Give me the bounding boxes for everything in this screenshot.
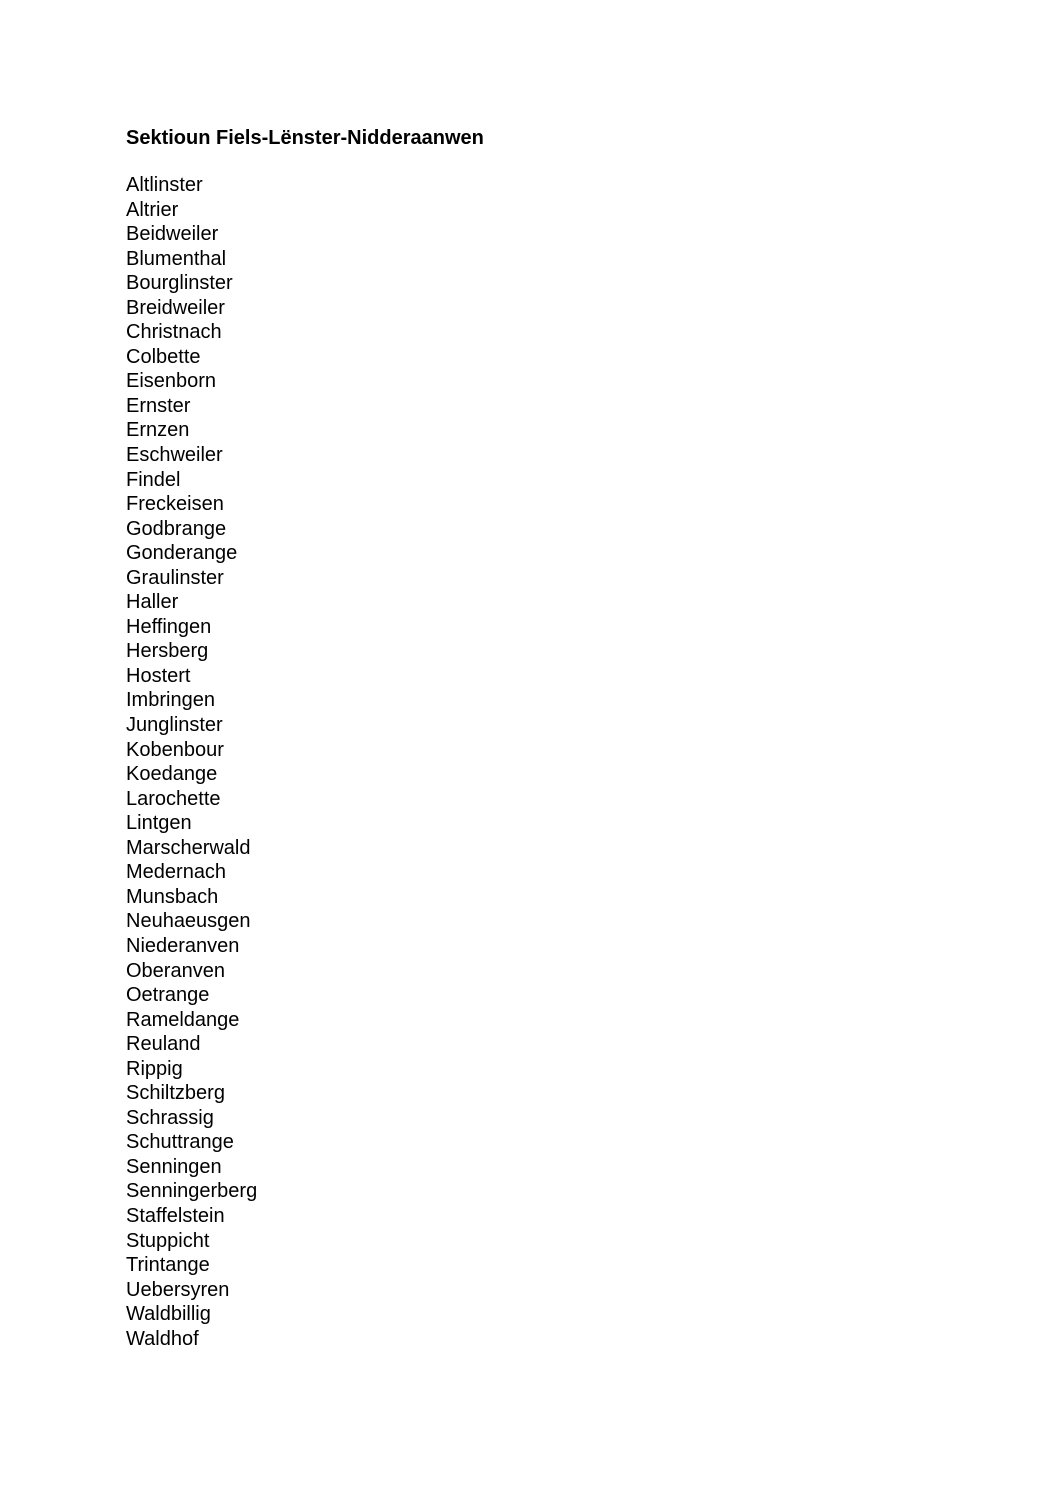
place-item: Beidweiler — [126, 223, 219, 246]
place-item: Oetrange — [126, 984, 210, 1007]
place-item: Heffingen — [126, 615, 212, 638]
place-item: Hersberg — [126, 640, 209, 663]
place-item: Neuhaeusgen — [126, 910, 251, 933]
place-item: Godbrange — [126, 517, 227, 540]
document-page — [126, 124, 926, 1351]
place-item: Marscherwald — [126, 836, 251, 859]
place-list — [126, 173, 926, 1351]
place-item: Schrassig — [126, 1106, 214, 1129]
place-item: Imbringen — [126, 689, 215, 712]
place-item: Staffelstein — [126, 1204, 225, 1227]
place-item: Blumenthal — [126, 247, 227, 270]
place-item: Reuland — [126, 1033, 201, 1056]
place-item: Findel — [126, 468, 181, 491]
place-item: Bourglinster — [126, 272, 233, 295]
place-item: Breidweiler — [126, 296, 225, 319]
place-item: Larochette — [126, 787, 221, 810]
place-item: Senningen — [126, 1155, 222, 1178]
place-item: Rippig — [126, 1057, 183, 1080]
place-item: Rameldange — [126, 1008, 240, 1031]
place-item: Schuttrange — [126, 1131, 234, 1154]
place-item: Oberanven — [126, 959, 225, 982]
place-item: Haller — [126, 591, 179, 614]
place-item: Niederanven — [126, 934, 240, 957]
place-item: Lintgen — [126, 812, 192, 835]
place-item: Trintange — [126, 1254, 210, 1277]
place-item: Christnach — [126, 321, 222, 344]
place-item: Freckeisen — [126, 493, 224, 516]
place-item: Kobenbour — [126, 738, 224, 761]
place-item: Ernster — [126, 394, 191, 417]
place-item: Eisenborn — [126, 370, 217, 393]
place-item: Altlinster — [126, 174, 203, 196]
document-title: Sektioun Fiels-Lënster-Nidderaanwen — [126, 127, 484, 149]
place-item: Koedange — [126, 763, 218, 786]
place-item: Uebersyren — [126, 1278, 230, 1301]
place-item: Munsbach — [126, 885, 219, 908]
place-item: Ernzen — [126, 419, 190, 442]
place-item: Gonderange — [126, 542, 238, 565]
place-item: Eschweiler — [126, 444, 223, 467]
place-item: Senningerberg — [126, 1180, 258, 1203]
place-item: Hostert — [126, 664, 191, 687]
place-item: Waldbillig — [126, 1303, 211, 1326]
place-item: Medernach — [126, 861, 227, 884]
place-item: Schiltzberg — [126, 1082, 225, 1105]
place-item: Altrier — [126, 198, 179, 221]
place-item: Graulinster — [126, 566, 224, 589]
place-item: Junglinster — [126, 714, 223, 737]
place-item: Colbette — [126, 345, 201, 368]
place-item: Stuppicht — [126, 1229, 210, 1252]
place-item: Waldhof — [126, 1327, 199, 1350]
